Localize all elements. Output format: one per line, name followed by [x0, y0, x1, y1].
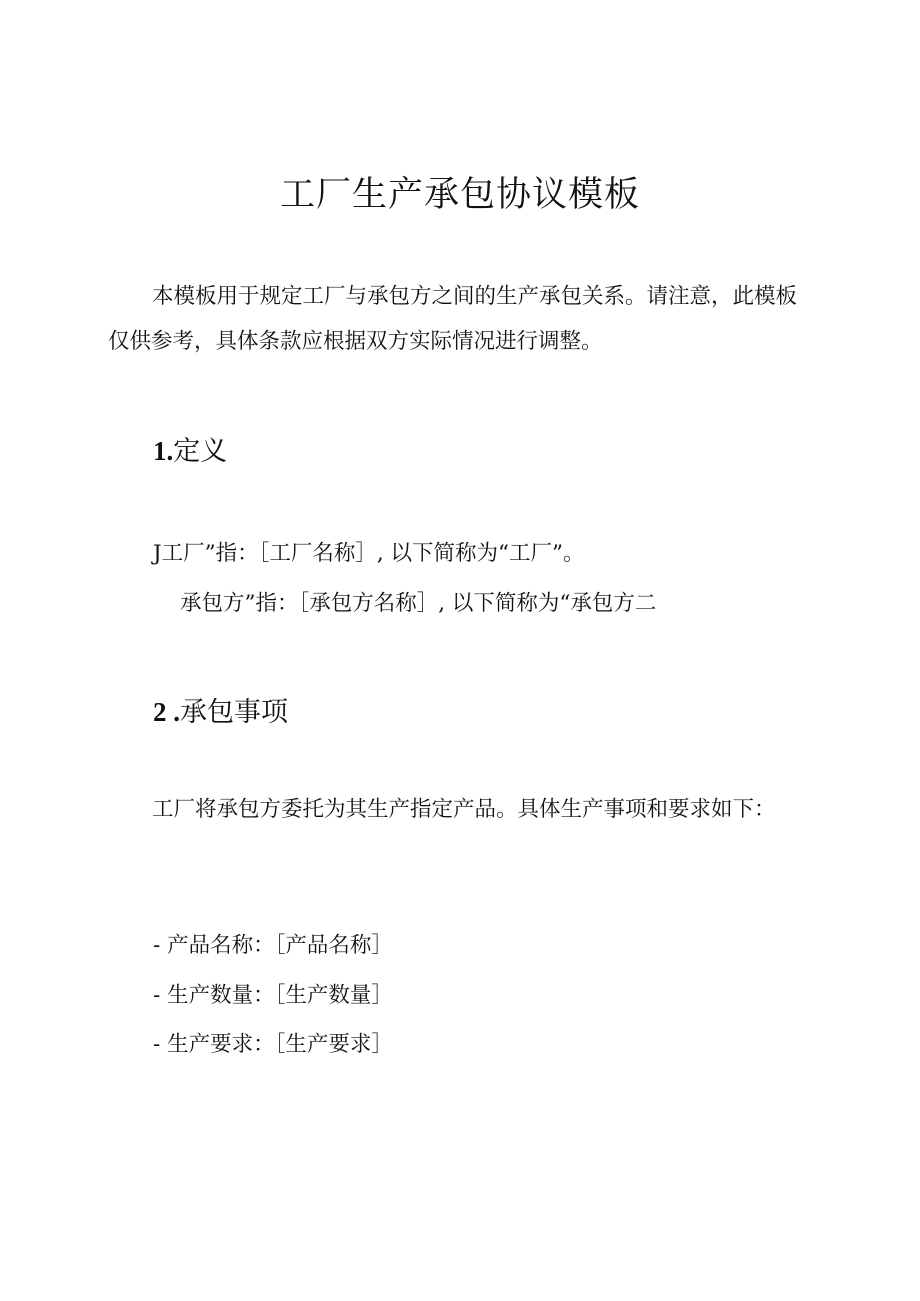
- section-1-title: 定义: [173, 436, 228, 467]
- list-item-quantity: - 生产数量：［生产数量］: [153, 983, 393, 1008]
- section-2-title: 承包事项: [180, 697, 288, 728]
- intro-paragraph: 本模板用于规定工厂与承包方之间的生产承包关系。请注意，此模板仅供参考，具体条款应根据双方实际情况进行调整。: [108, 284, 798, 354]
- section-2-number: 2 .: [153, 697, 180, 727]
- definition-factory: J工厂”指：［工厂名称］, 以下简称为“工厂”。: [153, 541, 585, 566]
- definition-contractor: 承包方”指：［承包方名称］, 以下简称为“承包方二: [180, 591, 657, 616]
- list-item-product-name: - 产品名称：［产品名称］: [153, 933, 393, 958]
- section-1-heading: [153, 433, 227, 470]
- list-item-requirements: - 生产要求：［生产要求］: [153, 1032, 393, 1057]
- section-1-number: 1.: [153, 436, 174, 466]
- section-2-heading: [153, 694, 288, 731]
- section-2-paragraph: 工厂将承包方委托为其生产指定产品。具体生产事项和要求如下：: [152, 797, 776, 822]
- document-title: 工厂生产承包协议模板: [279, 175, 640, 215]
